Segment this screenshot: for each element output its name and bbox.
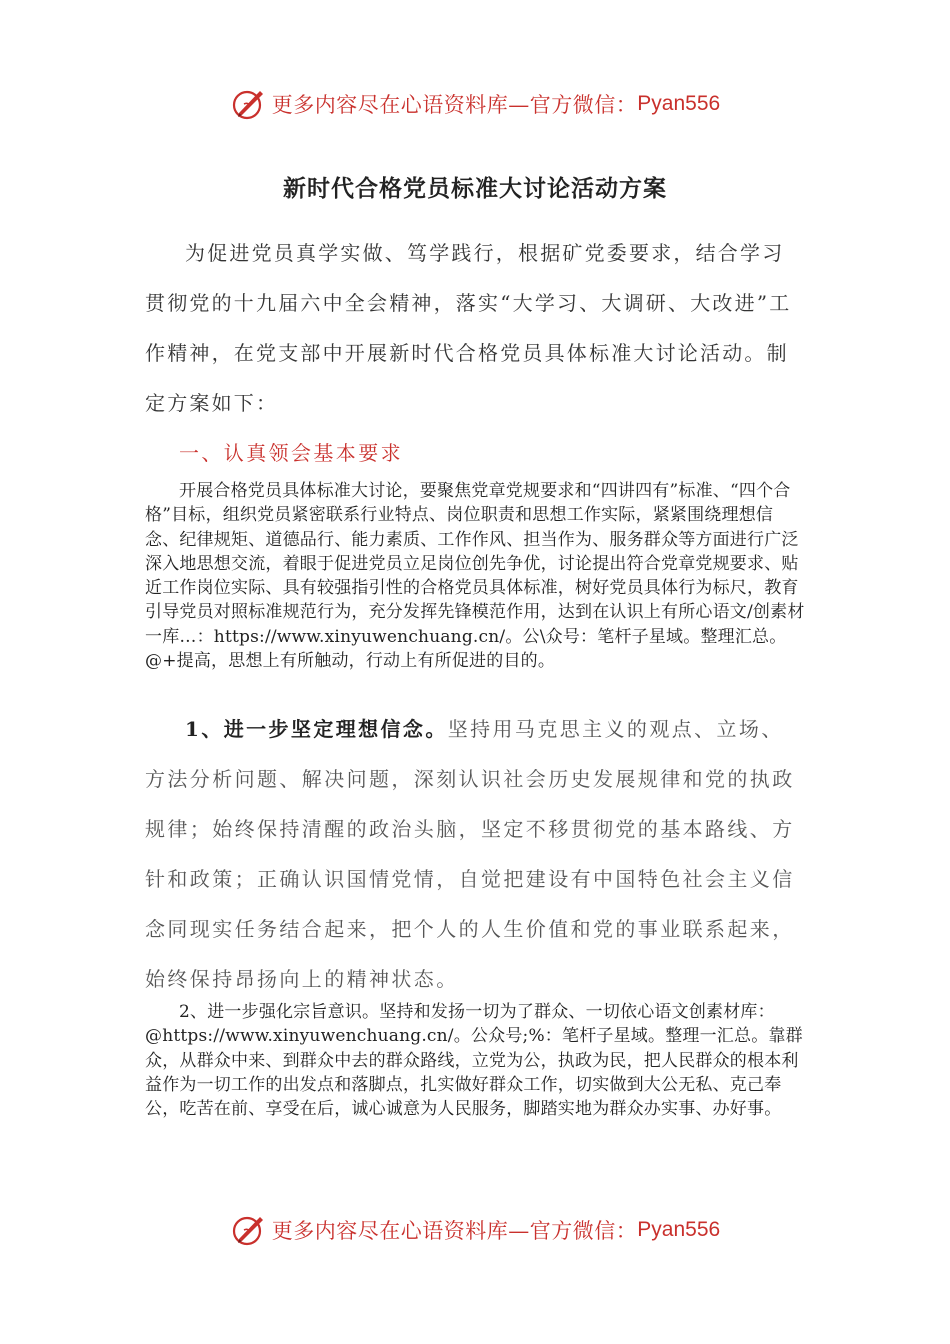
section1-body: 开展合格党员具体标准大讨论，要聚焦党章党规要求和“四讲四有”标准、“四个合格”目标，组织党员紧密联系行业特点、岗位职责和思想工作实际，紧紧围绕理想信念、纪律规矩、道德品行、能力素质、工作作风、担当作为、服务群众等方面进行广泛深入地思想交流，着眼于促进党员立足岗位创先争优，讨论提出符合党章党规要求、贴近工作岗位实际、具有较强指引性的合格党员具体标准，树好党员具体行为标尺，教育引导党员对照标准规范行为，充分发挥先锋模范作用，达到在认识上有所心语文/创素材一库…：https://www.xinyuwenchuang.cn/。公\众号：笔杆子星域。整理汇总。@+提高，思想上有所触动，行动上有所促进的目的。 — [145, 481, 805, 672]
document-title: 新时代合格党员标准大讨论活动方案 — [283, 175, 667, 202]
banner-text: 更多内容尽在心语资料库—官方微信： — [271, 93, 638, 117]
intro-paragraph: 为促进党员真学实做、笃学践行，根据矿党委要求，结合学习贯彻党的十九届六中全会精神，落实“大学习、大调研、大改进”工作精神，在党支部中开展新时代合格党员具体标准大讨论活动。制定方案如下： — [145, 241, 792, 415]
quill-logo-icon — [230, 1212, 266, 1248]
point2-paragraph: 2、进一步强化宗旨意识。坚持和发扬一切为了群众、一切依心语文创素材库：@https://www.xinyuwenchuang.cn/。公众号;%：笔杆子星域。整理一汇总。靠群众，从群众中来、到群众中去的群众路线，立党为公，执政为民，把人民群众的根本利益作为一切工作的出发点和落脚点，扎实做好群众工作，切实做到大公无私、克己奉公，吃苦在前、享受在后，诚心诚意为人民服务，脚踏实地为群众办实事、办好事。 — [145, 1002, 803, 1120]
banner-text: 更多内容尽在心语资料库—官方微信： — [271, 1219, 638, 1243]
point1-body: 坚持用马克思主义的观点、立场、方法分析问题、解决问题，深刻认识社会历史发展规律和党的执政规律；始终保持清醒的政治头脑，坚定不移贯彻党的基本路线、方针和政策；正确认识国情党情，自觉把建设有中国特色社会主义信念同现实任务结合起来，把个人的人生价值和党的事业联系起来，始终保持昂扬向上的精神状态。 — [145, 717, 795, 991]
banner-wechat-id: Pyan556 — [637, 1218, 721, 1241]
header-banner — [0, 82, 950, 126]
quill-logo-icon — [230, 86, 266, 122]
banner-wechat-id: Pyan556 — [637, 92, 721, 115]
footer-banner — [0, 1208, 950, 1252]
point1-lead: 1、进一步坚定理想信念。 — [185, 717, 448, 741]
point1-paragraph — [145, 704, 805, 1004]
section1-heading: 一、认真领会基本要求 — [179, 441, 403, 465]
